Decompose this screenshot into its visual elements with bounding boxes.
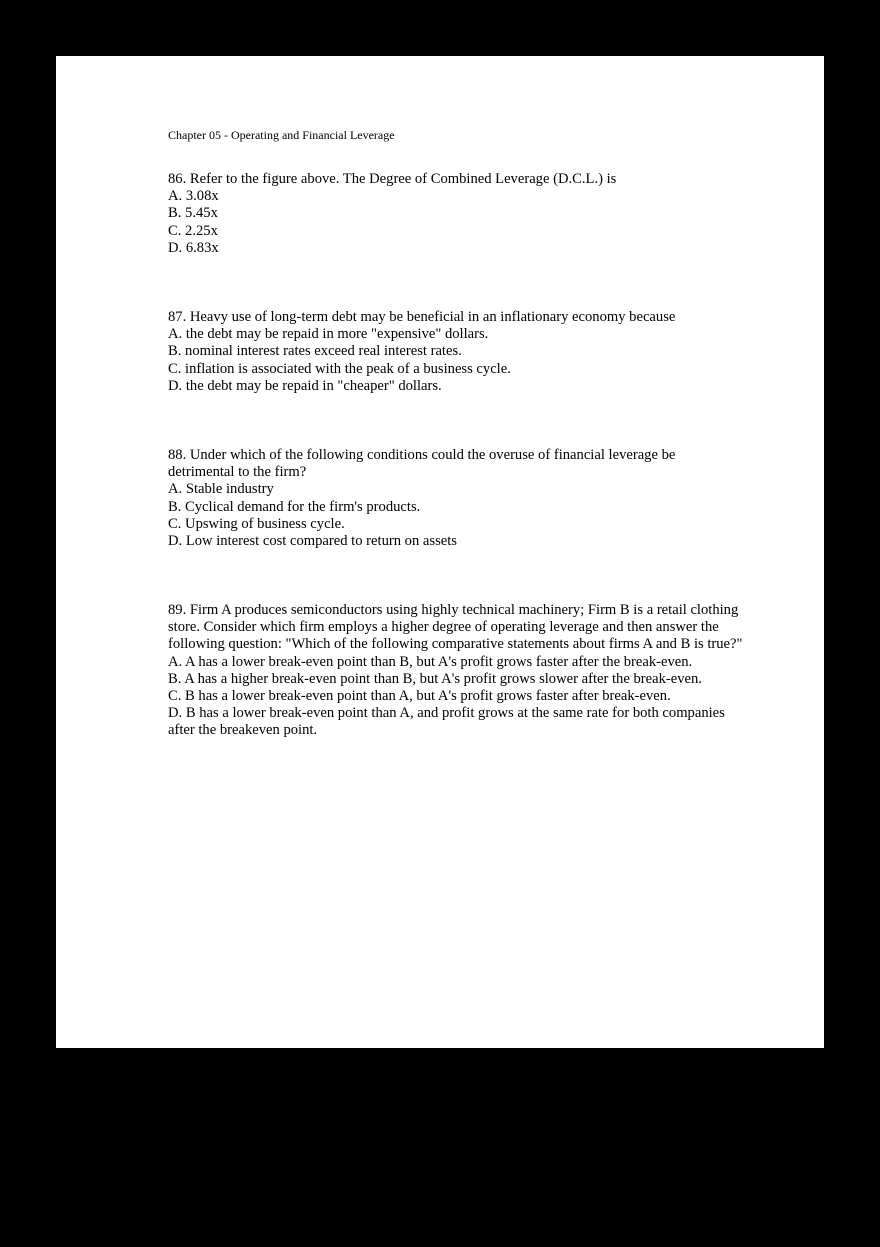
answer-option-a: A. 3.08x <box>168 188 219 205</box>
document-page <box>56 56 824 1048</box>
chapter-header: Chapter 05 - Operating and Financial Leverage <box>168 128 395 142</box>
question-88 <box>168 447 743 550</box>
answer-option-c: C. inflation is associated with the peak of a business cycle. <box>168 360 511 377</box>
question-stem: 88. Under which of the following conditions could the overuse of financial leverage be detrimental to the firm? <box>168 447 676 481</box>
answer-option-c: C. Upswing of business cycle. <box>168 515 345 532</box>
answer-option-a: A. A has a lower break-even point than B, but A's profit grows faster after the break-even. <box>168 653 693 670</box>
answer-option-d: D. Low interest cost compared to return on assets <box>168 533 457 550</box>
answer-option-c: C. 2.25x <box>168 222 218 239</box>
answer-option-a: A. the debt may be repaid in more "expensive" dollars. <box>168 326 489 343</box>
question-86 <box>168 171 743 257</box>
answer-option-b: B. A has a higher break-even point than B, but A's profit grows slower after the break-even. <box>168 670 702 687</box>
question-stem: 86. Refer to the figure above. The Degree of Combined Leverage (D.C.L.) is <box>168 171 617 187</box>
answer-option-d: D. B has a lower break-even point than A, and profit grows at the same rate for both companies after the breakeven point. <box>168 705 725 739</box>
question-89 <box>168 602 748 740</box>
question-stem: 89. Firm A produces semiconductors using highly technical machinery; Firm B is a retail clothing store. Consider which firm employs a higher degree of operating leverage and then answer the following question: "Which of the following comparative statements about firms A and B is true?" <box>168 602 743 653</box>
answer-option-d: D. 6.83x <box>168 239 219 256</box>
answer-option-b: B. 5.45x <box>168 205 218 222</box>
answer-option-c: C. B has a lower break-even point than A, but A's profit grows faster after break-even. <box>168 688 671 705</box>
question-87 <box>168 309 743 395</box>
answer-option-b: B. Cyclical demand for the firm's products. <box>168 498 421 515</box>
answer-option-a: A. Stable industry <box>168 481 274 498</box>
question-stem: 87. Heavy use of long-term debt may be beneficial in an inflationary economy because <box>168 309 676 325</box>
answer-option-d: D. the debt may be repaid in "cheaper" dollars. <box>168 377 442 394</box>
answer-option-b: B. nominal interest rates exceed real interest rates. <box>168 343 462 360</box>
